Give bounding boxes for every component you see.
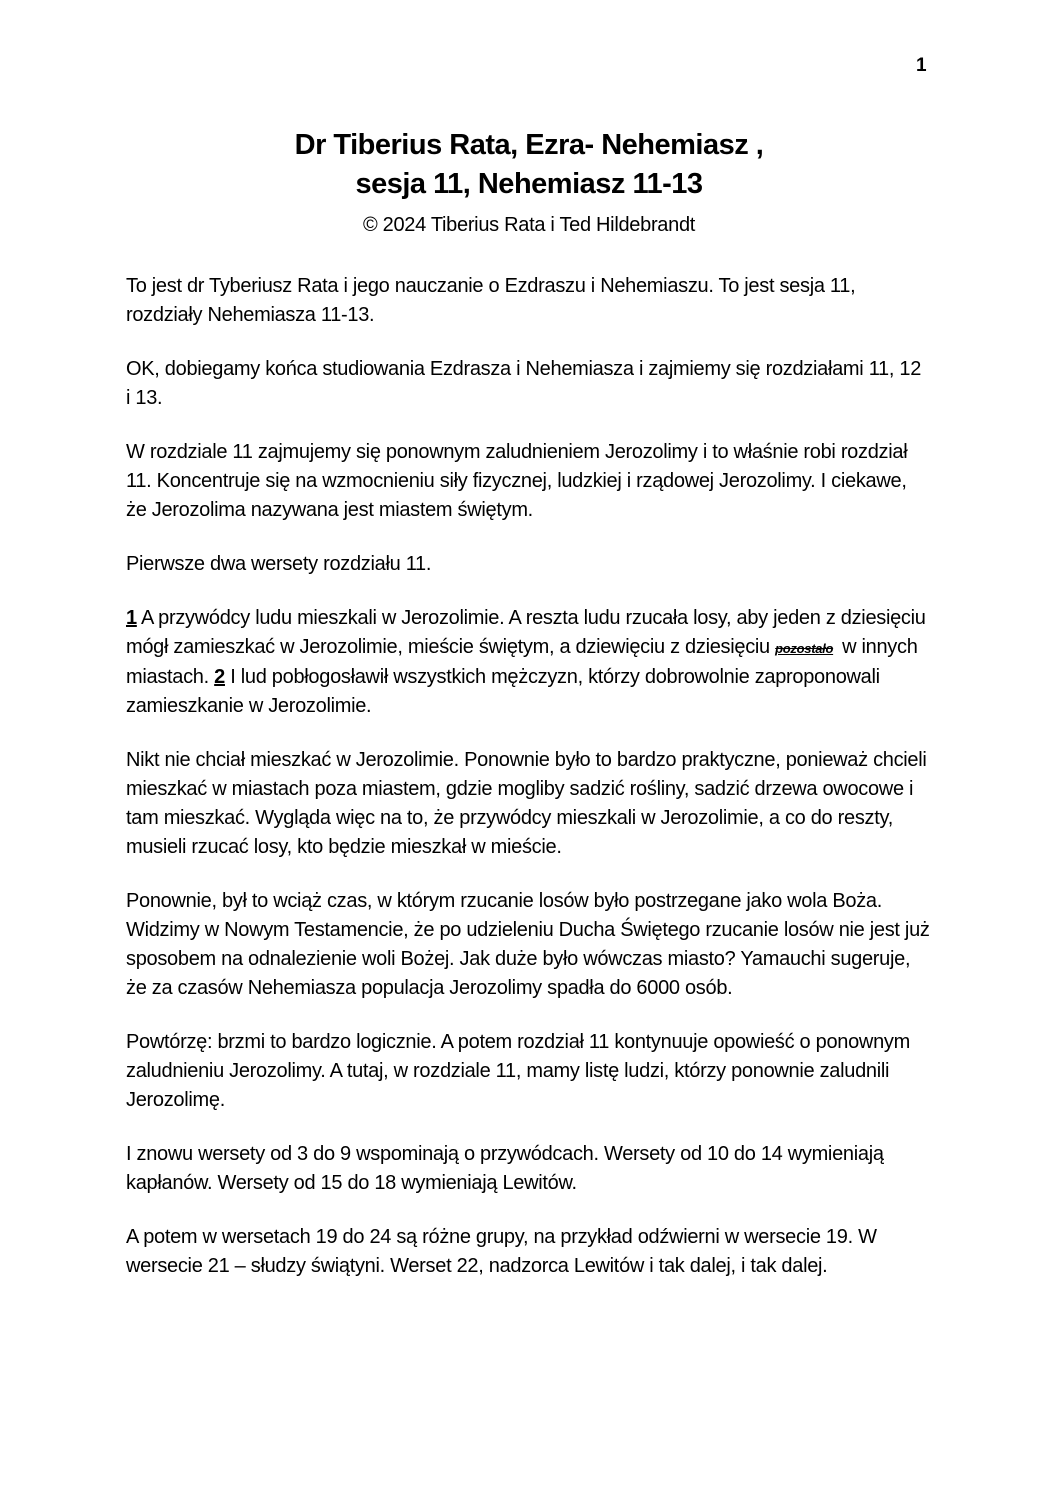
paragraph-intro: To jest dr Tyberiusz Rata i jego nauczanie o Ezdraszu i Nehemiaszu. To jest sesja 11, rozdziały Nehemiasza 11-13. xyxy=(126,275,856,326)
paragraph-chapter11-overview: W rozdziale 11 zajmujemy się ponownym zaludnieniem Jerozolimy i to właśnie robi rozdział 11. Koncentruje się na wzmocnieniu siły fizycznej, ludzkiej i rządowej Jerozolimy. I ciekawe, że Jerozolima nazywana jest miastem świętym. xyxy=(126,441,908,521)
verse-1-marker: 1 xyxy=(126,607,137,629)
document-body xyxy=(126,272,930,1281)
verse-1-text: A przywódcy ludu mieszkali w Jerozolimie. A reszta ludu rzucała losy, aby jeden z dziesięciu mógł zamieszkać w Jerozolimie, mieście świętym, a dziewięciu z dziesięciu xyxy=(126,607,926,658)
inserted-word-pozostalo: pozostało xyxy=(775,641,834,656)
title-line-2: sesja 11, Nehemiasz 11-13 xyxy=(355,168,703,200)
paragraph-first-two-verses-intro: Pierwsze dwa wersety rozdziału 11. xyxy=(126,553,432,575)
paragraph-verses-19-to-24: A potem w wersetach 19 do 24 są różne grupy, na przykład odźwierni w wersecie 19. W wersecie 21 – słudzy świątyni. Werset 22, nadzorca Lewitów i tak dalej, i tak dalej. xyxy=(126,1226,877,1277)
paragraph-nobody-wanted: Nikt nie chciał mieszkać w Jerozolimie. Ponownie było to bardzo praktyczne, ponieważ chcieli mieszkać w miastach poza miastem, gdzie mogliby sadzić rośliny, sadzić drzewa owocowe i tam mieszkać. Wygląda więc na to, że przywódcy mieszkali w Jerozolimie, a co do reszty, musieli rzucać losy, kto będzie mieszkał w mieście. xyxy=(126,749,927,858)
verse-1-text-continued: w innych miastach. xyxy=(126,636,918,688)
paragraph-verses-1-2 xyxy=(126,604,930,721)
paragraph-verses-3-to-18: I znowu wersety od 3 do 9 wspominają o przywódcach. Wersety od 10 do 14 wymieniają kapłanów. Wersety od 15 do 18 wymieniają Lewitów. xyxy=(126,1143,884,1194)
page-number: 1 xyxy=(916,55,927,76)
document-title xyxy=(0,126,1058,204)
copyright-line: © 2024 Tiberius Rata i Ted Hildebrandt xyxy=(362,214,696,236)
paragraph-casting-lots: Ponownie, był to wciąż czas, w którym rzucanie losów było postrzegane jako wola Boża. Widzimy w Nowym Testamencie, że po udzieleniu Ducha Świętego rzucanie losów nie jest już sposobem na odnalezienie woli Bożej. Jak duże było wówczas miasto? Yamauchi sugeruje, że za czasów Nehemiasza populacja Jerozolimy spadła do 6000 osób. xyxy=(126,890,930,999)
title-line-1: Dr Tiberius Rata, Ezra- Nehemiasz , xyxy=(294,129,764,161)
document-header xyxy=(0,0,1058,238)
verse-2-text: I lud pobłogosławił wszystkich mężczyzn, którzy dobrowolnie zaproponowali zamieszkanie w Jerozolimie. xyxy=(126,666,880,717)
verse-2-marker: 2 xyxy=(214,666,225,688)
paragraph-repeat-logical: Powtórzę: brzmi to bardzo logicznie. A potem rozdział 11 kontynuuje opowieść o ponownym zaludnieniu Jerozolimy. A tutaj, w rozdziale 11, mamy listę ludzi, którzy ponownie zaludnili Jerozolimę. xyxy=(126,1031,910,1111)
paragraph-study-end: OK, dobiegamy końca studiowania Ezdrasza i Nehemiasza i zajmiemy się rozdziałami 11, 12 i 13. xyxy=(126,358,922,409)
